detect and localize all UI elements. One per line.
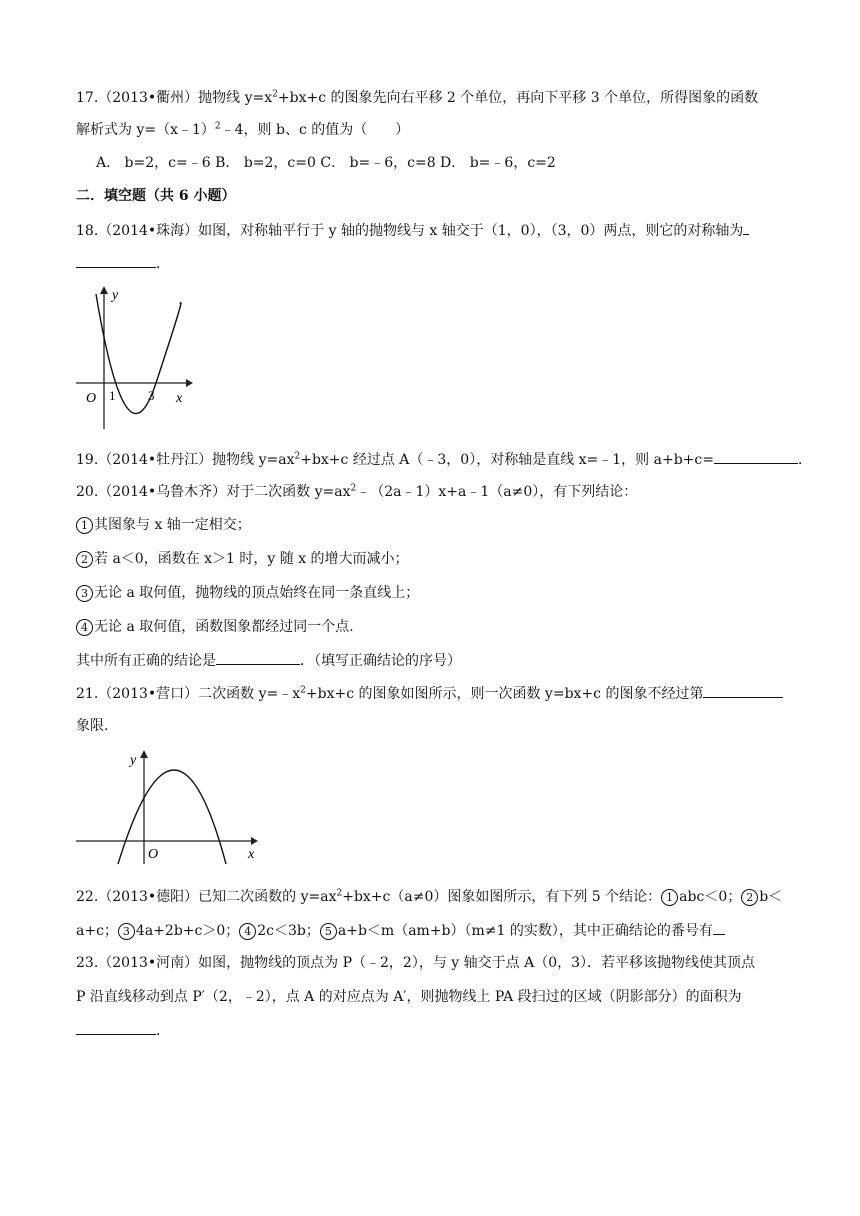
q22-line1: 22.（2013•德阳）已知二次函数的 $y=ax^2+bx+c(a\ne 0)$图象如图所示，有下列 5 个结论： 1 abc＜0； 2 b＜ (76, 888, 783, 905)
q21-line1: 21.（2013•营口）二次函数 $y=﹣x^2+bx+c$ 的图象如图所示，则一次函数 y=bx+c 的图象不经过第 (76, 683, 783, 704)
q21-y-label: y (130, 753, 137, 768)
q22-line2: a+c； 3 4a+2b+c＞0； 4 2c＜3b； 5 a+b＜m（am+b）（m≠1 的实数），其中正确结论的番号有 (76, 920, 725, 941)
q21-answer-blank[interactable] (703, 683, 783, 698)
q20-answer-blank[interactable] (216, 650, 300, 665)
q17-options: A． b=2，c=﹣6 B． b=2，c=0 C． b=﹣6，c=8 D． b=﹣6，c=2 (96, 155, 556, 171)
q19-answer-blank[interactable] (714, 449, 798, 464)
q20-item-3: 3 无论 a 取何值，抛物线的顶点始终在同一条直线上； (76, 583, 419, 603)
q23-answer-blank[interactable] (76, 1020, 156, 1035)
q18-origin-label: O (86, 391, 97, 406)
q17-line1: 17.（2013•衢州）抛物线 $y=x^2+bx+c$ 的图象先向右平移 2 个单位，再向下平移 3 个单位，所得图象的函数 (76, 89, 759, 106)
section2-title: 二．填空题（共 6 小题） (76, 188, 236, 204)
q18-y-label: y (112, 288, 119, 303)
q20-line: 20.（2014•乌鲁木齐）对于二次函数 $y=ax^2﹣(2a﹣1)x+a﹣1(a\ne 0)$，有下列结论： (76, 483, 638, 500)
q18-tick-3: 3 (148, 388, 155, 403)
q23-line1: 23.（2013•河南）如图，抛物线的顶点为 P（﹣2，2），与 y 轴交于点 A（0，3）．若平移该抛物线使其顶点 (76, 955, 756, 971)
q21-origin-label: O (148, 847, 159, 862)
q23-line3: ． (76, 1020, 170, 1041)
q18-parabola-graph (76, 284, 196, 432)
q18-y-arrow (100, 286, 108, 294)
q21-x-label: x (248, 847, 255, 862)
q18-answer-blank-start[interactable] (743, 220, 749, 235)
q20-item-4: 4 无论 a 取何值，函数图象都经过同一个点. (76, 617, 354, 637)
q18-line1: 18.（2014•珠海）如图，对称轴平行于 y 轴的抛物线与 x 轴交于（1，0），（3，0）两点，则它的对称轴为 (76, 220, 749, 241)
q21-parabola-graph (76, 746, 266, 866)
q21-y-arrow (140, 750, 148, 758)
q22-answer-blank[interactable] (713, 920, 725, 935)
q18-answer-blank[interactable] (76, 253, 156, 268)
q21-x-arrow (251, 837, 258, 845)
q20-last-line: 其中所有正确的结论是 ．（填写正确结论的序号） (76, 650, 461, 671)
q21-line2: 象限. (76, 718, 109, 734)
q19-line: 19.（2014•牡丹江）抛物线 $y=ax^2+bx+c$ 经过点 A（﹣3，0），对称轴是直线 x=﹣1，则 a+b+c= ． (76, 449, 812, 470)
q18-x-arrow (186, 379, 193, 387)
q17-line2: 解析式为 y=（x﹣1）$^2$﹣4，则 b、c 的值为（ ） (76, 121, 410, 138)
q23-line2: P 沿直线移动到点 P′（2，﹣2），点 A 的对应点为 A′，则抛物线上 PA 段扫过的区域（阴影部分）的面积为 (76, 989, 742, 1005)
q20-item-2: 2 若 a＜0，函数在 x＞1 时，y 随 x 的增大而减小； (76, 549, 409, 569)
q21-parabola-curve (118, 770, 226, 864)
q18-tick-1: 1 (109, 388, 116, 403)
q18-x-label: x (176, 391, 183, 406)
q20-item-1: 1 其图象与 x 轴一定相交； (76, 515, 251, 535)
q18-line2: ． (76, 253, 170, 274)
